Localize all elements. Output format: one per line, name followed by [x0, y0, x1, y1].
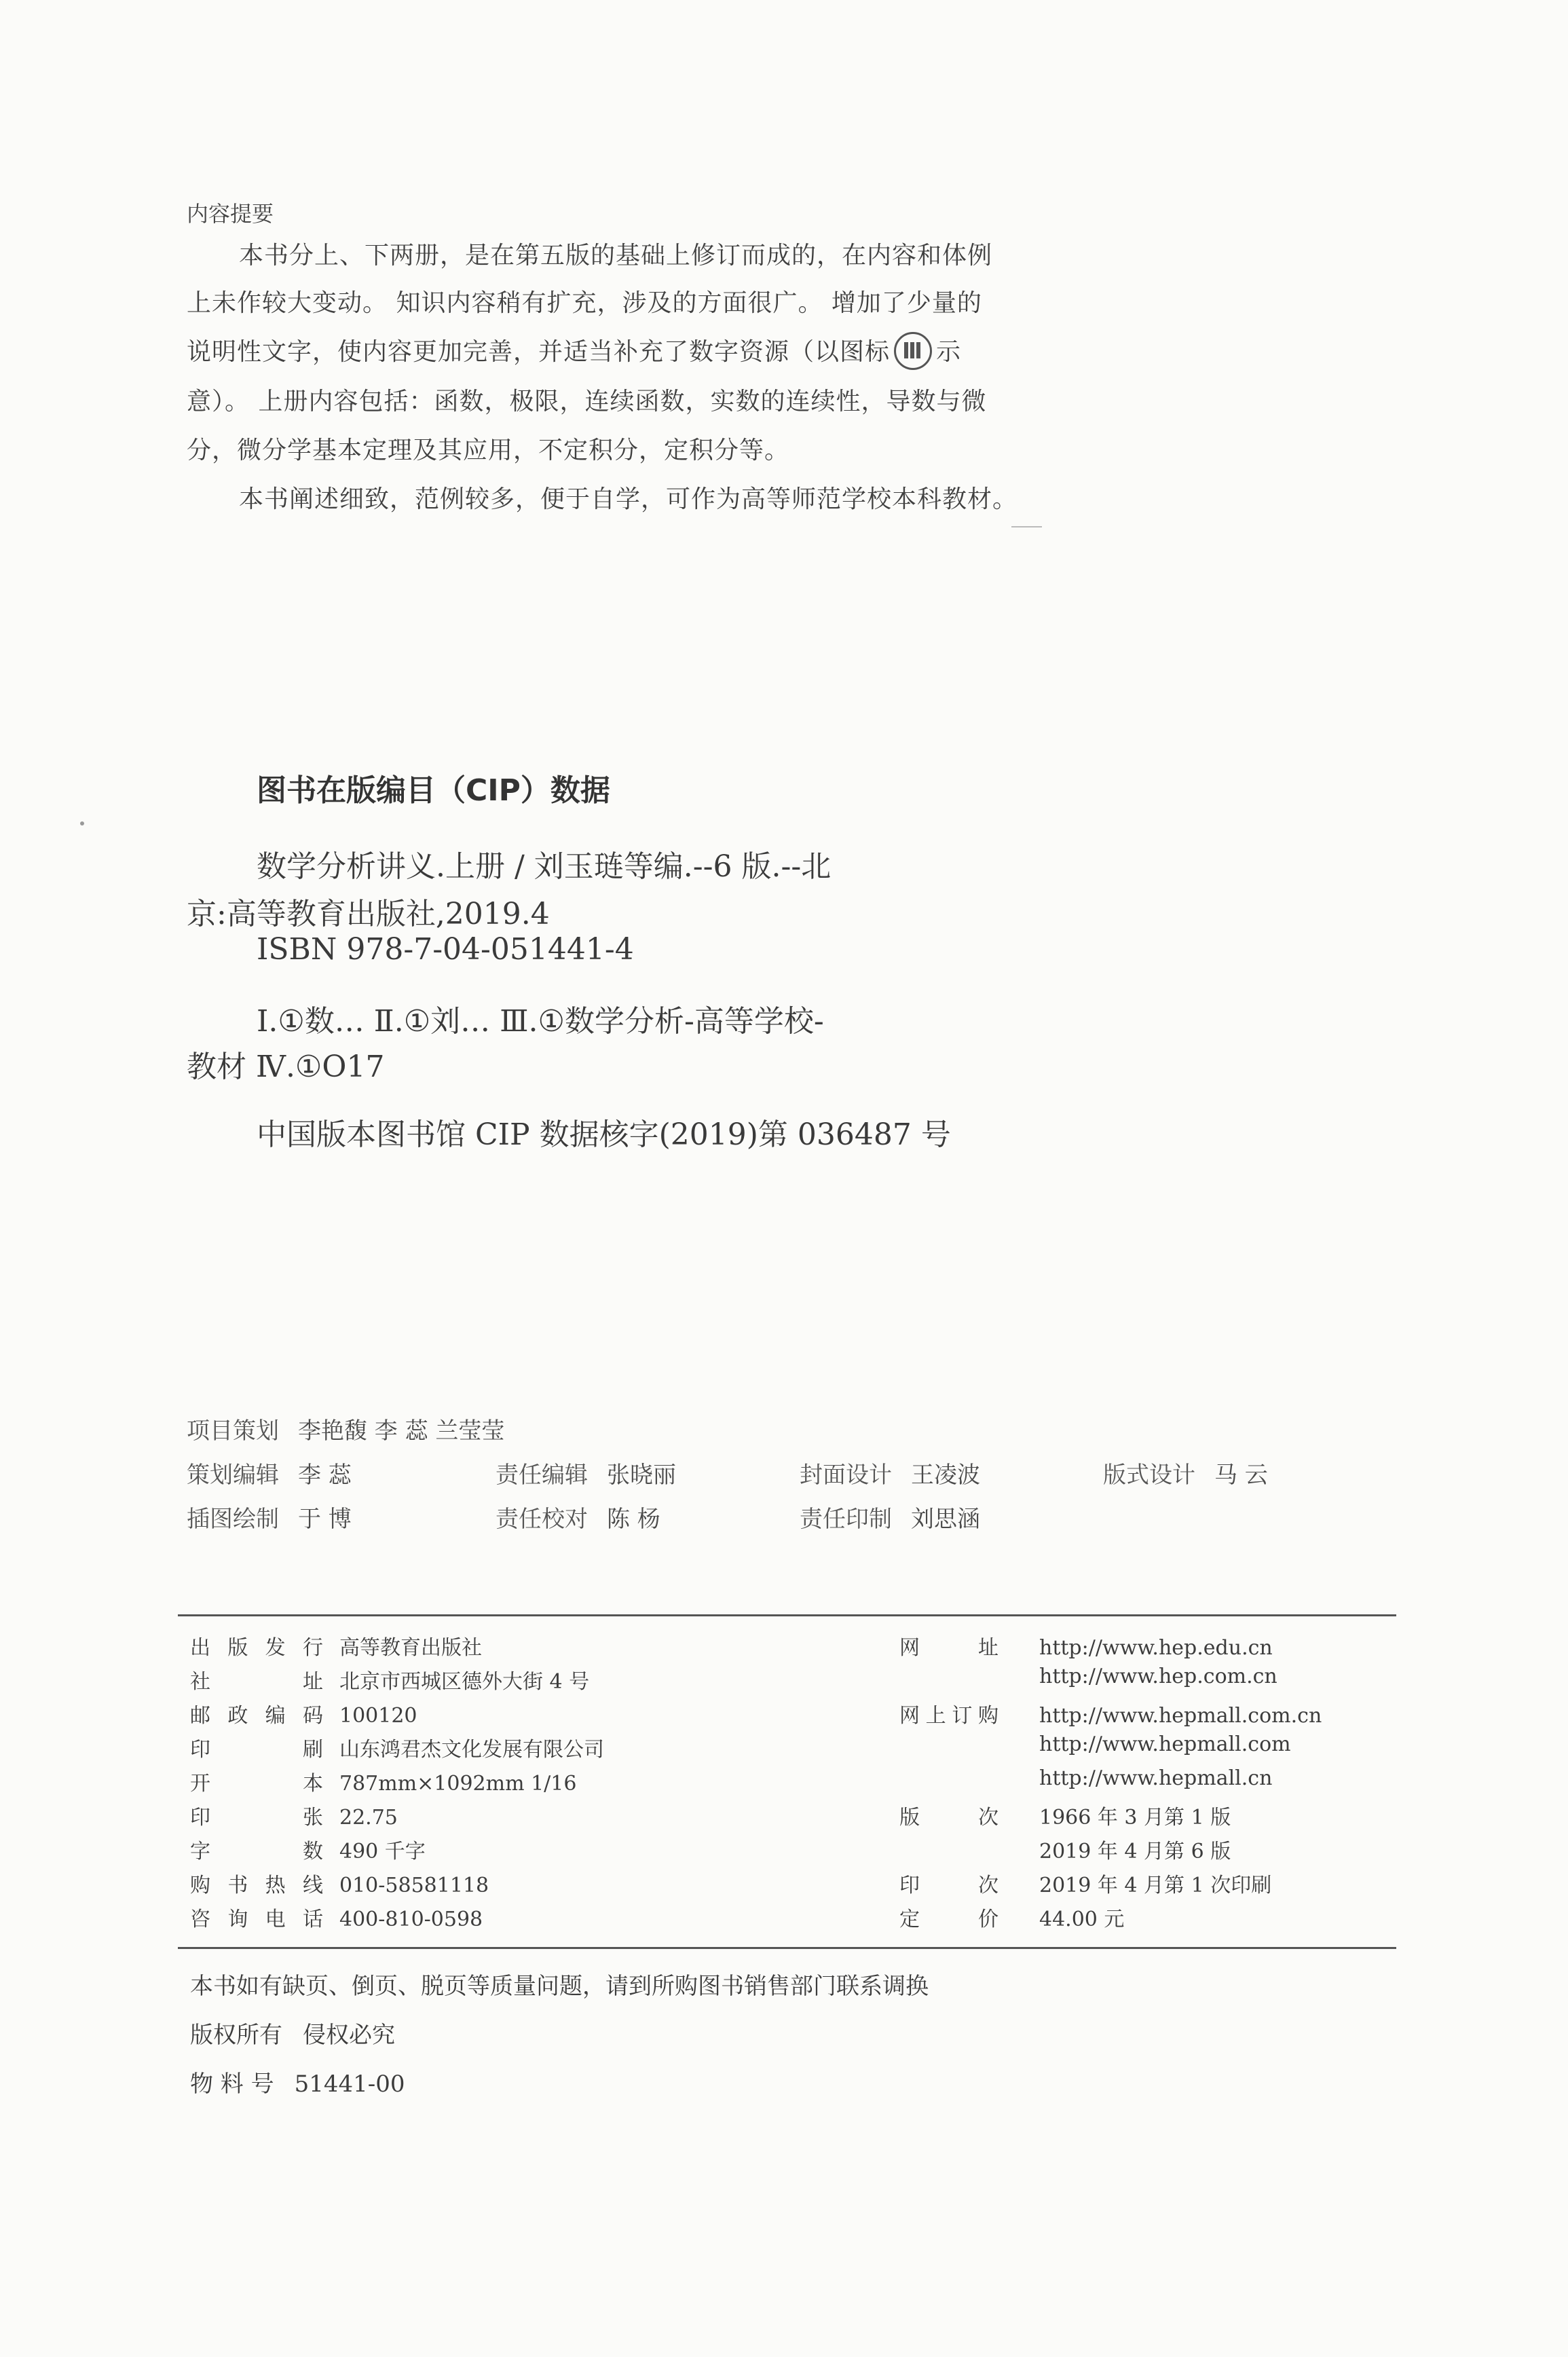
- pub-row: 开本 787mm×1092mm 1/16: [190, 1772, 577, 1796]
- cip-line: 数学分析讲义.上册 / 刘玉琏等编.--6 版.--北: [257, 849, 832, 884]
- cip-heading: 图书在版编目（CIP）数据: [257, 773, 610, 808]
- material-number: 物 料 号 51441-00: [190, 2071, 405, 2098]
- cip-line: 教材 Ⅳ.①O17: [187, 1050, 385, 1084]
- pub-row-right: http://www.hepmall.cn: [1039, 1766, 1273, 1790]
- summary-line: 分，微分学基本定理及其应用，不定积分，定积分等。: [187, 437, 790, 464]
- table-bottom-rule: [178, 1947, 1396, 1949]
- pub-row-right: 网址 http://www.hep.edu.cn: [899, 1636, 1273, 1660]
- credit-illustration: 插图绘制 于 博: [187, 1506, 352, 1533]
- pub-row: 邮政编码 100120: [190, 1704, 417, 1728]
- pub-row: 字数 490 千字: [190, 1840, 426, 1863]
- pub-row-right: 网上订购 http://www.hepmall.com.cn: [899, 1704, 1322, 1728]
- summary-line: 本书分上、下两册，是在第五版的基础上修订而成的，在内容和体例: [239, 242, 993, 270]
- pub-row: 印张 22.75: [190, 1806, 398, 1830]
- pub-row-right: 定价 44.00 元: [899, 1908, 1125, 1931]
- credit-layout: 版式设计 马 云: [1103, 1462, 1268, 1489]
- summary-line-text: 示: [936, 338, 962, 366]
- cip-line: Ⅰ.①数… Ⅱ.①刘… Ⅲ.①数学分析-高等学校-: [257, 1004, 824, 1039]
- cip-isbn: ISBN 978-7-04-051441-4: [257, 932, 634, 967]
- summary-heading: 内容提要: [187, 201, 274, 227]
- digital-resource-icon: [894, 332, 932, 370]
- summary-line: [187, 333, 961, 373]
- pub-row-right: 版次 1966 年 3 月第 1 版: [899, 1806, 1231, 1830]
- pub-row-right: 2019 年 4 月第 6 版: [1039, 1840, 1231, 1863]
- pub-row: 印刷 山东鸿君杰文化发展有限公司: [190, 1738, 604, 1762]
- cip-line: 京:高等教育出版社,2019.4: [187, 897, 550, 931]
- pub-row: 社址 北京市西城区德外大街 4 号: [190, 1670, 590, 1694]
- cip-number: 中国版本图书馆 CIP 数据核字(2019)第 036487 号: [257, 1117, 951, 1152]
- summary-line: 上未作较大变动。 知识内容稍有扩充，涉及的方面很广。 增加了少量的: [187, 289, 982, 317]
- pub-row: 出版发行 高等教育出版社: [190, 1636, 482, 1660]
- credit-cover: 封面设计 王凌波: [800, 1462, 980, 1489]
- pub-row-right: http://www.hep.com.cn: [1039, 1665, 1277, 1688]
- credit-print: 责任印制 刘思涵: [800, 1506, 980, 1533]
- credit-project: 项目策划 李艳馥 李 蕊 兰莹莹: [187, 1417, 505, 1445]
- summary-line: 意）。 上册内容包括：函数，极限，连续函数，实数的连续性，导数与微: [187, 388, 987, 415]
- table-top-rule: [178, 1614, 1396, 1616]
- credit-proofread: 责任校对 陈 杨: [496, 1506, 660, 1533]
- credit-resp-editor: 责任编辑 张晓丽: [496, 1462, 676, 1489]
- credit-editor: 策划编辑 李 蕊: [187, 1462, 352, 1489]
- pub-row: 购书热线 010-58581118: [190, 1874, 489, 1897]
- divider: [1011, 526, 1042, 527]
- pub-row-right: 印次 2019 年 4 月第 1 次印刷: [899, 1874, 1272, 1897]
- summary-line-text: 说明性文字，使内容更加完善，并适当补充了数字资源（以图标: [187, 338, 891, 366]
- speck: [80, 821, 84, 825]
- pub-row-right: http://www.hepmall.com: [1039, 1732, 1291, 1756]
- quality-notice: 本书如有缺页、倒页、脱页等质量问题，请到所购图书销售部门联系调换: [190, 1973, 929, 2000]
- summary-line: 本书阐述细致，范例较多，便于自学，可作为高等师范学校本科教材。: [239, 485, 1018, 513]
- copyright-notice: 版权所有 侵权必究: [190, 2022, 395, 2049]
- pub-row: 咨询电话 400-810-0598: [190, 1908, 483, 1931]
